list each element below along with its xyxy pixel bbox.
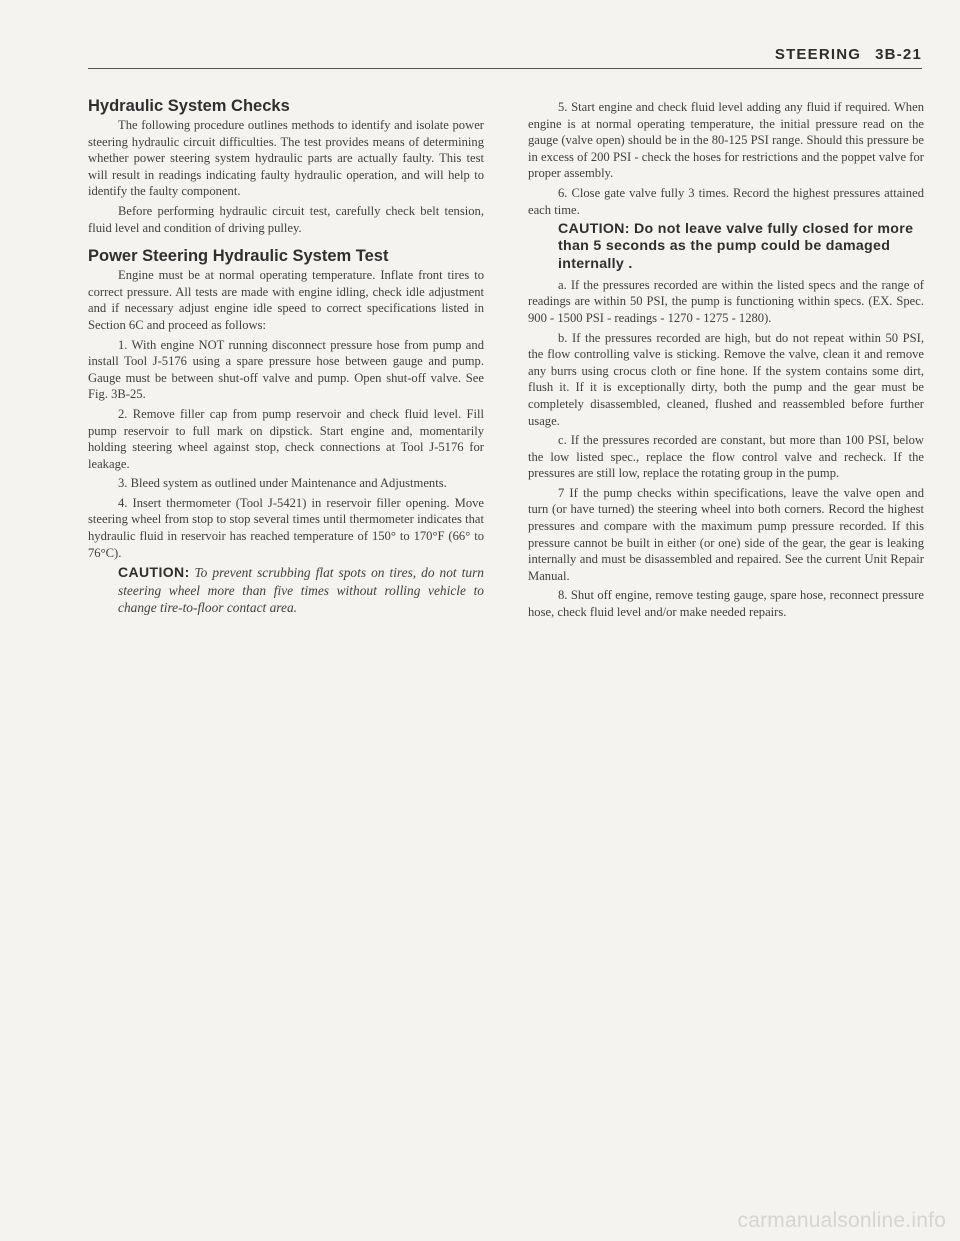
step-b: b. If the pressures recorded are high, but do not repeat within 50 PSI, the flow controlling valve is sticking. Remove the valve, clean it and remove any burrs using crocus cloth or fine hone. If the system contains some dirt, flush it. If it is exceptionally dirty, both the pump and the gear must be completely disassembled, cleaned, flushed and reassembled before further usage.	[528, 330, 924, 428]
page-number: 3B-21	[875, 46, 922, 63]
step-c: c. If the pressures recorded are constant, but more than 100 PSI, below the low listed spec., replace the flow control valve and recheck. If the pressures are still low, replace the rotating group in the pump.	[528, 433, 924, 481]
right-column	[528, 99, 924, 624]
step-6: 6. Close gate valve fully 3 times. Record the highest pressures attained each time.	[528, 185, 924, 217]
step-7: 7 If the pump checks within specifications, leave the valve open and turn (or have turned) the steering wheel into both corners. Record the highest pressures and compare with the maximum pump pressure recorded. If this pressure cannot be built in either (or one) side of the gear, the gear is leaking internally and must be disassembled and repaired. See the current Unit Repair Manual.	[528, 485, 924, 583]
step-1: 1. With engine NOT running disconnect pressure hose from pump and install Tool J-5176 using a spare pressure hose between gauge and pump. Gauge must be between shut-off valve and pump. Open shut-off valve. See Fig. 3B-25.	[88, 337, 484, 402]
watermark: carmanualsonline.info	[737, 1209, 946, 1232]
left-column	[88, 96, 484, 621]
step-5: 5. Start engine and check fluid level adding any fluid if required. When engine is at normal operating temperature, the initial pressure read on the gauge (valve open) should be in the 80-125 PSI range. Should this pressure be in excess of 200 PSI - check the hoses for restrictions and the poppet valve for proper assembly.	[528, 100, 924, 181]
paragraph-before-test: Before performing hydraulic circuit test, carefully check belt tension, fluid level and condition of driving pulley.	[88, 203, 484, 235]
caution-label: CAUTION:	[118, 564, 190, 581]
section-title: STEERING	[774, 46, 862, 63]
caution-note-left	[88, 564, 484, 617]
caution-text: To prevent scrubbing flat spots on tires, do not turn steering wheel more than five times without rolling vehicle to change tire-to-floor contact area.	[118, 565, 484, 616]
header-rule	[88, 68, 922, 69]
step-a: a. If the pressures recorded are within the listed specs and the range of readings are within 50 PSI, the pump is functioning within specs. (EX. Spec. 900 - 1500 PSI - readings - 1270 - 1275 - 1280).	[528, 277, 924, 325]
step-2: 2. Remove filler cap from pump reservoir and check fluid level. Fill pump reservoir to full mark on dipstick. Start engine and, momentarily holding steering wheel against stop, check connections at Tool J-5176 for leakage.	[88, 406, 484, 471]
step-4: 4. Insert thermometer (Tool J-5421) in reservoir filler opening. Move steering wheel from stop to stop several times until thermometer indicates that hydraulic fluid in reservoir has reached temperature of 150° to 170°F (66° to 76°C).	[88, 495, 484, 560]
step-3: 3. Bleed system as outlined under Maintenance and Adjustments.	[118, 476, 447, 491]
heading-hydraulic-system-checks: Hydraulic System Checks	[88, 97, 290, 115]
caution-note-right: CAUTION: Do not leave valve fully closed for more than 5 seconds as the pump could be damaged internally .	[558, 221, 914, 272]
paragraph-test-intro: Engine must be at normal operating temperature. Inflate front tires to correct pressure. All tests are made with engine idling, check idle adjustment and if necessary adjust engine idle speed to correct specifications listed in Section 6C and proceed as follows:	[88, 268, 484, 332]
running-head	[775, 46, 922, 63]
paragraph-intro: The following procedure outlines methods to identify and isolate power steering hydraulic circuit difficulties. The test provides means of determining whether power steering system hydraulic parts are actually faulty. This test will result in readings indicating faulty hydraulic operation, and will help to identify the faulty component.	[88, 118, 484, 199]
heading-power-steering-test: Power Steering Hydraulic System Test	[88, 247, 389, 266]
step-8: 8. Shut off engine, remove testing gauge, spare hose, reconnect pressure hose, check fluid level and/or make needed repairs.	[528, 588, 924, 620]
